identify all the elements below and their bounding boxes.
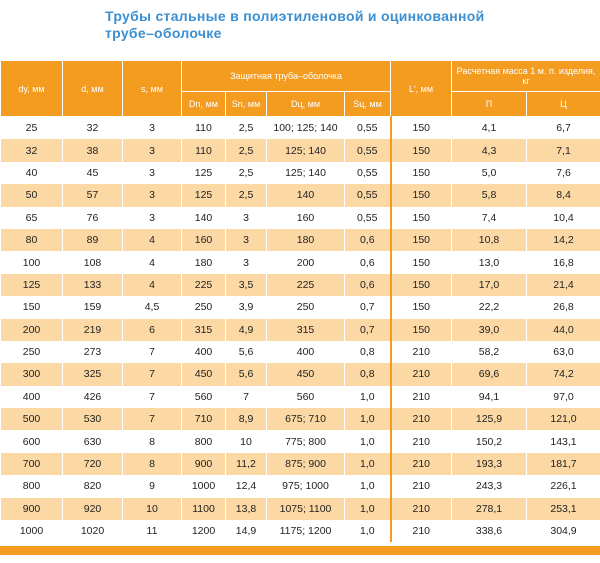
table-cell: 7,6 bbox=[527, 162, 600, 184]
table-cell: 450 bbox=[267, 363, 345, 385]
table-cell: 108 bbox=[63, 251, 123, 273]
table-cell: 0,6 bbox=[345, 274, 391, 296]
table-cell: 8 bbox=[123, 430, 182, 452]
table-cell: 250 bbox=[1, 341, 63, 363]
table-cell: 200 bbox=[1, 319, 63, 341]
table-cell: 1,0 bbox=[345, 453, 391, 475]
table-cell: 16,8 bbox=[527, 251, 600, 273]
table-cell: 2,5 bbox=[226, 162, 267, 184]
table-cell: 125; 140 bbox=[267, 162, 345, 184]
table-cell: 8 bbox=[123, 453, 182, 475]
header-group-mass: Расчетная масса 1 м. п. изделия, кг bbox=[452, 61, 600, 92]
header-sn: Sn, мм bbox=[226, 92, 267, 117]
bottom-bar bbox=[0, 546, 600, 555]
table-cell: 450 bbox=[182, 363, 226, 385]
table-cell: 920 bbox=[63, 498, 123, 520]
table-cell: 1,0 bbox=[345, 498, 391, 520]
table-cell: 7 bbox=[123, 408, 182, 430]
table-cell: 900 bbox=[1, 498, 63, 520]
table-cell: 8,4 bbox=[527, 184, 600, 206]
table-cell: 253,1 bbox=[527, 498, 600, 520]
table-cell: 150,2 bbox=[452, 430, 527, 452]
header-dy: dy, мм bbox=[1, 61, 63, 117]
table-row bbox=[1, 498, 600, 520]
table-cell: 14,2 bbox=[527, 229, 600, 251]
table-cell: 100 bbox=[1, 251, 63, 273]
table-row bbox=[1, 162, 600, 184]
table-row bbox=[1, 430, 600, 452]
pipe-spec-table-container bbox=[0, 60, 600, 542]
table-cell: 180 bbox=[182, 251, 226, 273]
table-cell: 4 bbox=[123, 229, 182, 251]
table-cell: 44,0 bbox=[527, 319, 600, 341]
table-cell: 159 bbox=[63, 296, 123, 318]
table-cell: 4 bbox=[123, 274, 182, 296]
title-line-2: трубе–оболочке bbox=[105, 25, 600, 42]
table-cell: 243,3 bbox=[452, 475, 527, 497]
table-cell: 426 bbox=[63, 386, 123, 408]
table-cell: 710 bbox=[182, 408, 226, 430]
table-cell: 17,0 bbox=[452, 274, 527, 296]
table-cell: 150 bbox=[391, 139, 452, 161]
table-cell: 3,5 bbox=[226, 274, 267, 296]
table-cell: 89 bbox=[63, 229, 123, 251]
table-cell: 304,9 bbox=[527, 520, 600, 542]
table-cell: 325 bbox=[63, 363, 123, 385]
table-cell: 125,9 bbox=[452, 408, 527, 430]
table-cell: 150 bbox=[391, 319, 452, 341]
table-cell: 193,3 bbox=[452, 453, 527, 475]
table-cell: 143,1 bbox=[527, 430, 600, 452]
table-cell: 3 bbox=[226, 251, 267, 273]
table-cell: 900 bbox=[182, 453, 226, 475]
table-cell: 11 bbox=[123, 520, 182, 542]
table-cell: 10 bbox=[123, 498, 182, 520]
header-l: L', мм bbox=[391, 61, 452, 117]
table-row bbox=[1, 117, 600, 140]
header-p: П bbox=[452, 92, 527, 117]
table-cell: 1200 bbox=[182, 520, 226, 542]
table-cell: 13,0 bbox=[452, 251, 527, 273]
table-cell: 4,3 bbox=[452, 139, 527, 161]
table-cell: 32 bbox=[1, 139, 63, 161]
table-cell: 22,2 bbox=[452, 296, 527, 318]
table-cell: 3 bbox=[123, 207, 182, 229]
table-cell: 9 bbox=[123, 475, 182, 497]
table-cell: 250 bbox=[267, 296, 345, 318]
table-cell: 180 bbox=[267, 229, 345, 251]
table-cell: 250 bbox=[182, 296, 226, 318]
table-cell: 6 bbox=[123, 319, 182, 341]
table-cell: 400 bbox=[1, 386, 63, 408]
table-cell: 125 bbox=[182, 162, 226, 184]
table-cell: 94,1 bbox=[452, 386, 527, 408]
table-cell: 100; 125; 140 bbox=[267, 117, 345, 140]
table-cell: 0,7 bbox=[345, 319, 391, 341]
table-cell: 80 bbox=[1, 229, 63, 251]
table-cell: 32 bbox=[63, 117, 123, 140]
table-cell: 125 bbox=[1, 274, 63, 296]
table-cell: 200 bbox=[267, 251, 345, 273]
table-cell: 110 bbox=[182, 117, 226, 140]
table-cell: 5,6 bbox=[226, 363, 267, 385]
table-cell: 210 bbox=[391, 475, 452, 497]
table-cell: 1075; 1100 bbox=[267, 498, 345, 520]
table-cell: 3 bbox=[226, 207, 267, 229]
table-cell: 4,5 bbox=[123, 296, 182, 318]
table-cell: 50 bbox=[1, 184, 63, 206]
table-cell: 210 bbox=[391, 341, 452, 363]
table-row bbox=[1, 184, 600, 206]
table-cell: 273 bbox=[63, 341, 123, 363]
table-body bbox=[1, 117, 600, 543]
table-cell: 14,9 bbox=[226, 520, 267, 542]
table-cell: 630 bbox=[63, 430, 123, 452]
table-cell: 140 bbox=[267, 184, 345, 206]
table-row bbox=[1, 207, 600, 229]
table-cell: 0,8 bbox=[345, 363, 391, 385]
table-cell: 1175; 1200 bbox=[267, 520, 345, 542]
table-cell: 3 bbox=[226, 229, 267, 251]
table-cell: 300 bbox=[1, 363, 63, 385]
table-cell: 160 bbox=[267, 207, 345, 229]
table-cell: 2,5 bbox=[226, 184, 267, 206]
header-s: s, мм bbox=[123, 61, 182, 117]
header-c: Ц bbox=[527, 92, 600, 117]
table-cell: 225 bbox=[267, 274, 345, 296]
table-cell: 338,6 bbox=[452, 520, 527, 542]
table-cell: 121,0 bbox=[527, 408, 600, 430]
table-cell: 7,4 bbox=[452, 207, 527, 229]
table-cell: 7 bbox=[123, 341, 182, 363]
table-row bbox=[1, 386, 600, 408]
table-cell: 0,6 bbox=[345, 229, 391, 251]
table-row bbox=[1, 363, 600, 385]
table-cell: 3 bbox=[123, 184, 182, 206]
table-cell: 4,1 bbox=[452, 117, 527, 140]
table-cell: 1000 bbox=[182, 475, 226, 497]
table-cell: 39,0 bbox=[452, 319, 527, 341]
table-cell: 3 bbox=[123, 162, 182, 184]
table-cell: 25 bbox=[1, 117, 63, 140]
table-cell: 675; 710 bbox=[267, 408, 345, 430]
table-row bbox=[1, 229, 600, 251]
table-row bbox=[1, 296, 600, 318]
table-cell: 0,55 bbox=[345, 117, 391, 140]
table-cell: 500 bbox=[1, 408, 63, 430]
header-dn: Dn, мм bbox=[182, 92, 226, 117]
table-cell: 150 bbox=[391, 251, 452, 273]
table-row bbox=[1, 251, 600, 273]
table-cell: 76 bbox=[63, 207, 123, 229]
table-cell: 150 bbox=[1, 296, 63, 318]
table-cell: 875; 900 bbox=[267, 453, 345, 475]
table-cell: 315 bbox=[182, 319, 226, 341]
table-cell: 400 bbox=[267, 341, 345, 363]
table-cell: 1,0 bbox=[345, 386, 391, 408]
table-cell: 1,0 bbox=[345, 408, 391, 430]
header-group-shell: Защитная труба–оболочка bbox=[182, 61, 391, 92]
table-cell: 63,0 bbox=[527, 341, 600, 363]
table-cell: 210 bbox=[391, 408, 452, 430]
table-cell: 125; 140 bbox=[267, 139, 345, 161]
table-cell: 150 bbox=[391, 296, 452, 318]
table-cell: 775; 800 bbox=[267, 430, 345, 452]
table-row bbox=[1, 139, 600, 161]
table-row bbox=[1, 319, 600, 341]
table-cell: 8,9 bbox=[226, 408, 267, 430]
table-cell: 800 bbox=[182, 430, 226, 452]
table-cell: 181,7 bbox=[527, 453, 600, 475]
table-cell: 210 bbox=[391, 453, 452, 475]
table-cell: 2,5 bbox=[226, 139, 267, 161]
table-cell: 800 bbox=[1, 475, 63, 497]
header-d: d, мм bbox=[63, 61, 123, 117]
table-cell: 3 bbox=[123, 139, 182, 161]
table-cell: 7 bbox=[123, 386, 182, 408]
table-cell: 97,0 bbox=[527, 386, 600, 408]
table-cell: 1000 bbox=[1, 520, 63, 542]
table-cell: 1,0 bbox=[345, 520, 391, 542]
table-cell: 1,0 bbox=[345, 430, 391, 452]
table-cell: 278,1 bbox=[452, 498, 527, 520]
table-cell: 150 bbox=[391, 162, 452, 184]
table-cell: 74,2 bbox=[527, 363, 600, 385]
table-cell: 13,8 bbox=[226, 498, 267, 520]
table-cell: 226,1 bbox=[527, 475, 600, 497]
table-cell: 6,7 bbox=[527, 117, 600, 140]
table-cell: 1,0 bbox=[345, 475, 391, 497]
table-cell: 210 bbox=[391, 386, 452, 408]
table-cell: 3 bbox=[123, 117, 182, 140]
table-cell: 2,5 bbox=[226, 117, 267, 140]
table-cell: 150 bbox=[391, 184, 452, 206]
table-cell: 210 bbox=[391, 363, 452, 385]
table-cell: 65 bbox=[1, 207, 63, 229]
table-cell: 45 bbox=[63, 162, 123, 184]
table-cell: 12,4 bbox=[226, 475, 267, 497]
table-row bbox=[1, 453, 600, 475]
table-cell: 5,0 bbox=[452, 162, 527, 184]
table-cell: 133 bbox=[63, 274, 123, 296]
table-cell: 140 bbox=[182, 207, 226, 229]
table-cell: 58,2 bbox=[452, 341, 527, 363]
table-cell: 150 bbox=[391, 274, 452, 296]
table-cell: 1100 bbox=[182, 498, 226, 520]
table-row bbox=[1, 520, 600, 542]
table-cell: 10,8 bbox=[452, 229, 527, 251]
table-cell: 0,6 bbox=[345, 251, 391, 273]
table-cell: 210 bbox=[391, 520, 452, 542]
table-cell: 26,8 bbox=[527, 296, 600, 318]
table-cell: 530 bbox=[63, 408, 123, 430]
table-cell: 720 bbox=[63, 453, 123, 475]
table-cell: 600 bbox=[1, 430, 63, 452]
table-row bbox=[1, 341, 600, 363]
table-cell: 975; 1000 bbox=[267, 475, 345, 497]
title-line-1: Трубы стальные в полиэтиленовой и оцинкованной bbox=[105, 8, 600, 25]
table-cell: 0,55 bbox=[345, 184, 391, 206]
table-cell: 3,9 bbox=[226, 296, 267, 318]
table-cell: 210 bbox=[391, 430, 452, 452]
table-cell: 7 bbox=[226, 386, 267, 408]
header-dc: Dц, мм bbox=[267, 92, 345, 117]
table-cell: 160 bbox=[182, 229, 226, 251]
table-cell: 0,8 bbox=[345, 341, 391, 363]
table-cell: 0,55 bbox=[345, 162, 391, 184]
table-cell: 150 bbox=[391, 207, 452, 229]
header-sc: Sц, мм bbox=[345, 92, 391, 117]
table-cell: 225 bbox=[182, 274, 226, 296]
table-row bbox=[1, 408, 600, 430]
table-cell: 210 bbox=[391, 498, 452, 520]
table-cell: 4,9 bbox=[226, 319, 267, 341]
table-row bbox=[1, 274, 600, 296]
table-cell: 5,6 bbox=[226, 341, 267, 363]
table-cell: 0,55 bbox=[345, 207, 391, 229]
table-cell: 0,55 bbox=[345, 139, 391, 161]
table-cell: 110 bbox=[182, 139, 226, 161]
table-row bbox=[1, 475, 600, 497]
table-cell: 10 bbox=[226, 430, 267, 452]
pipe-spec-table bbox=[0, 60, 600, 542]
table-cell: 0,7 bbox=[345, 296, 391, 318]
table-cell: 7,1 bbox=[527, 139, 600, 161]
table-cell: 315 bbox=[267, 319, 345, 341]
table-cell: 150 bbox=[391, 229, 452, 251]
table-cell: 150 bbox=[391, 117, 452, 140]
table-cell: 21,4 bbox=[527, 274, 600, 296]
table-cell: 57 bbox=[63, 184, 123, 206]
table-cell: 560 bbox=[182, 386, 226, 408]
table-cell: 38 bbox=[63, 139, 123, 161]
table-cell: 125 bbox=[182, 184, 226, 206]
page-title bbox=[105, 8, 600, 48]
table-cell: 400 bbox=[182, 341, 226, 363]
table-cell: 11,2 bbox=[226, 453, 267, 475]
table-cell: 1020 bbox=[63, 520, 123, 542]
table-cell: 10,4 bbox=[527, 207, 600, 229]
table-cell: 219 bbox=[63, 319, 123, 341]
table-cell: 700 bbox=[1, 453, 63, 475]
table-cell: 7 bbox=[123, 363, 182, 385]
table-cell: 69,6 bbox=[452, 363, 527, 385]
table-cell: 560 bbox=[267, 386, 345, 408]
table-cell: 40 bbox=[1, 162, 63, 184]
table-cell: 820 bbox=[63, 475, 123, 497]
table-cell: 4 bbox=[123, 251, 182, 273]
table-cell: 5,8 bbox=[452, 184, 527, 206]
